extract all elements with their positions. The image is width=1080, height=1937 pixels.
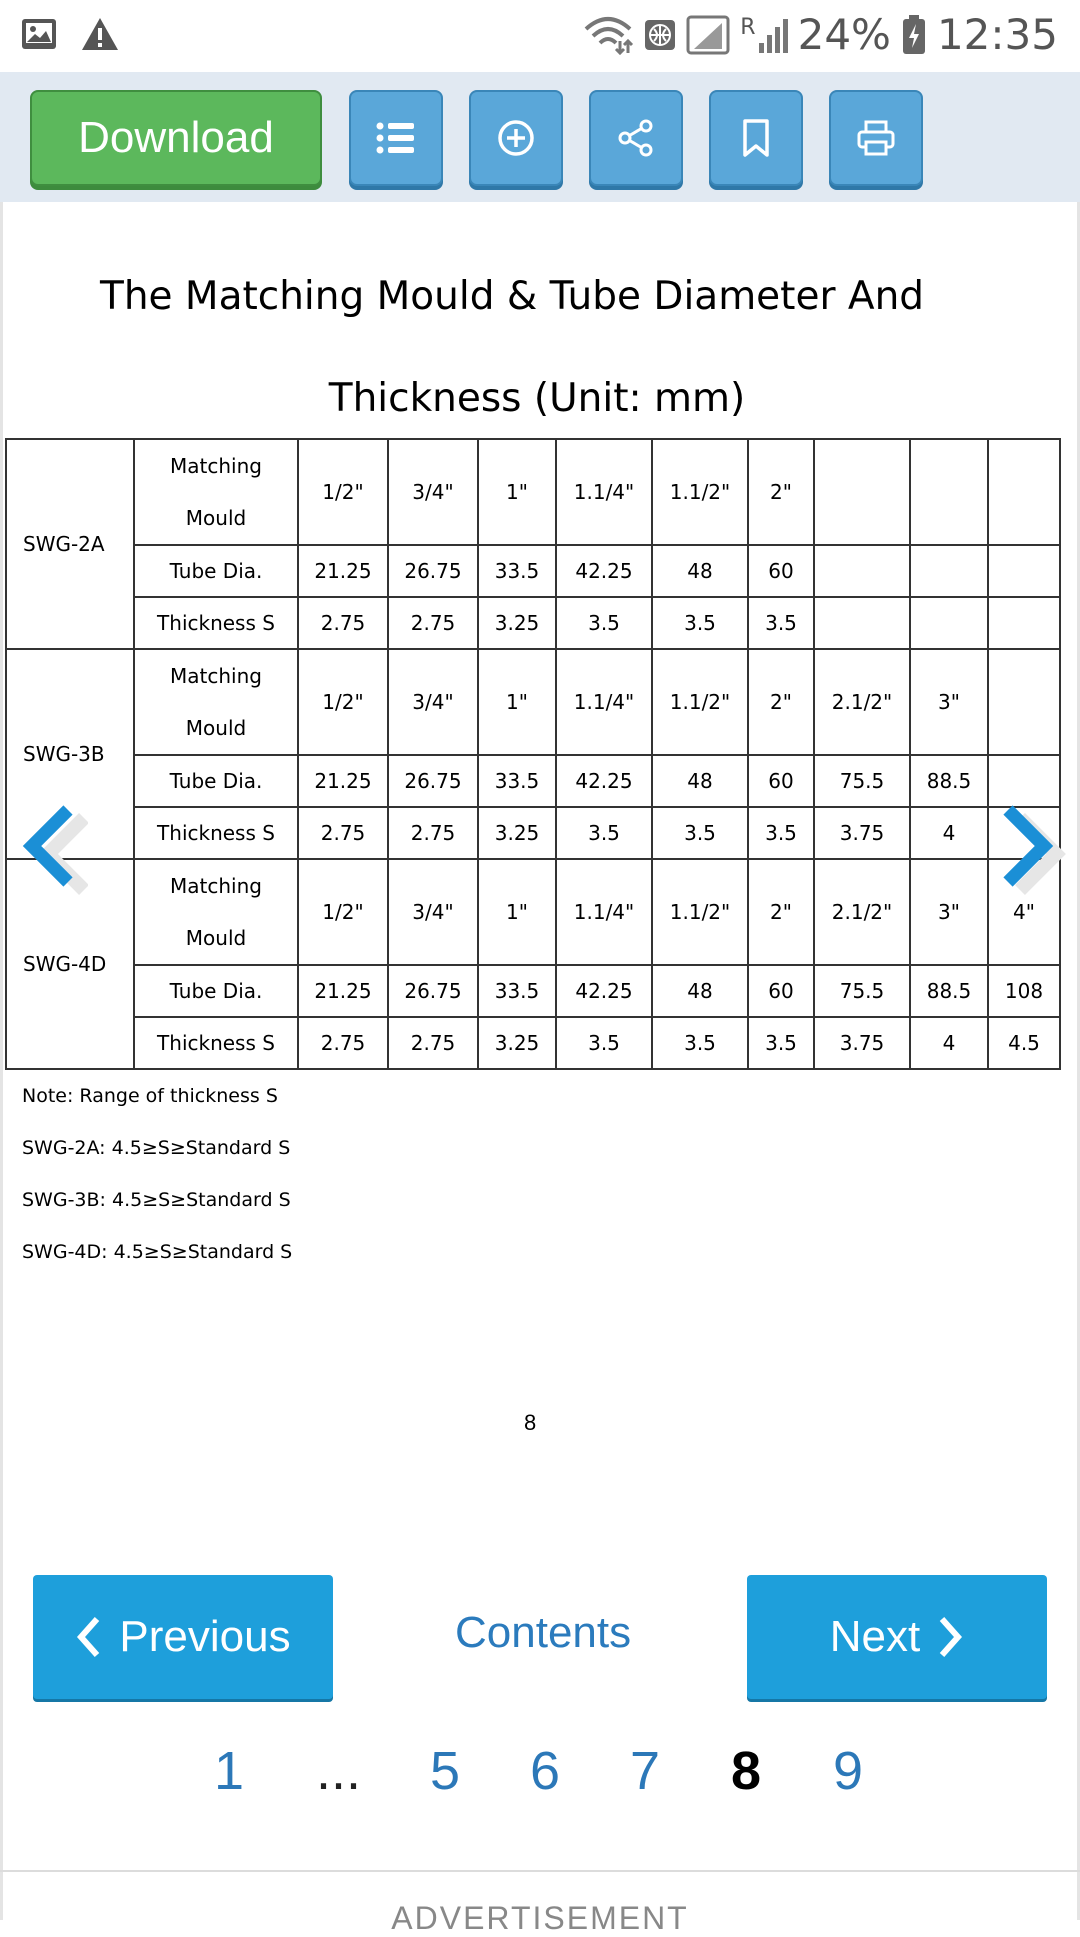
- battery-charging-icon: [901, 14, 927, 56]
- table-cell: 1.1/2": [652, 439, 748, 545]
- table-cell: 3.5: [652, 1017, 748, 1069]
- signal-bars-icon: [758, 15, 788, 55]
- table-cell: 3.5: [748, 1017, 814, 1069]
- row-label-mould: [134, 649, 298, 755]
- table-cell: [910, 545, 988, 597]
- table-cell: 1": [478, 649, 556, 755]
- table-cell: [814, 597, 910, 649]
- table-cell: 3.5: [748, 807, 814, 859]
- roaming-indicator: R: [740, 15, 756, 40]
- pager-item-6[interactable]: 6: [530, 1741, 561, 1801]
- share-icon: [616, 118, 656, 158]
- advertisement-label: ADVERTISEMENT: [391, 1900, 689, 1936]
- table-cell: 3": [910, 859, 988, 965]
- pager-item-7[interactable]: 7: [630, 1741, 661, 1801]
- table-cell: 3.75: [814, 1017, 910, 1069]
- table-row: [6, 859, 1060, 965]
- table-row: [6, 755, 1060, 807]
- table-cell: 3.5: [652, 807, 748, 859]
- table-cell: 26.75: [388, 545, 478, 597]
- previous-label: Previous: [119, 1612, 291, 1661]
- table-cell: 3.25: [478, 597, 556, 649]
- signal-icon: [686, 15, 730, 55]
- table-cell: 21.25: [298, 755, 388, 807]
- image-notification-icon: [20, 16, 58, 52]
- table-cell: 2": [748, 649, 814, 755]
- add-button[interactable]: [469, 90, 563, 186]
- share-button[interactable]: [589, 90, 683, 186]
- status-bar: [0, 0, 1080, 72]
- table-cell: 42.25: [556, 965, 652, 1017]
- warning-icon: [80, 16, 120, 52]
- table-cell: 2": [748, 439, 814, 545]
- mould-tube-table: [5, 438, 1061, 1070]
- table-cell: [988, 649, 1060, 755]
- table-cell: 4: [910, 1017, 988, 1069]
- note-swg-2a: SWG-2A: 4.5≥S≥Standard S: [22, 1137, 291, 1159]
- table-cell: [988, 439, 1060, 545]
- table-cell: 3/4": [388, 649, 478, 755]
- pager-item-1[interactable]: 1: [214, 1741, 245, 1801]
- table-cell: 3.5: [556, 1017, 652, 1069]
- download-button[interactable]: Download: [30, 90, 322, 186]
- row-label-line: Mould: [185, 716, 247, 740]
- table-cell: 2.75: [298, 1017, 388, 1069]
- table-cell: 88.5: [910, 755, 988, 807]
- row-label-line: Mould: [185, 926, 247, 950]
- note-heading: Note: Range of thickness S: [22, 1085, 278, 1107]
- print-button[interactable]: [829, 90, 923, 186]
- model-cell: SWG-2A: [6, 439, 134, 649]
- table-cell: 48: [652, 965, 748, 1017]
- table-row: [6, 965, 1060, 1017]
- table-cell: 48: [652, 755, 748, 807]
- table-cell: 26.75: [388, 755, 478, 807]
- note-swg-3b: SWG-3B: 4.5≥S≥Standard S: [22, 1189, 291, 1211]
- table-row: [6, 649, 1060, 755]
- table-cell: [814, 545, 910, 597]
- note-swg-4d: SWG-4D: 4.5≥S≥Standard S: [22, 1241, 293, 1263]
- table-row: [6, 807, 1060, 859]
- table-cell: 2.1/2": [814, 859, 910, 965]
- table-cell: 26.75: [388, 965, 478, 1017]
- table-cell: [910, 439, 988, 545]
- previous-page-arrow-icon[interactable]: [18, 800, 88, 900]
- model-cell: SWG-3B: [6, 649, 134, 859]
- table-cell: 2.75: [388, 597, 478, 649]
- pager-ellipsis: ...: [316, 1741, 362, 1801]
- pager-item-5[interactable]: 5: [430, 1741, 461, 1801]
- page-title-line1: The Matching Mould & Tube Diameter And: [100, 274, 925, 319]
- list-icon: [376, 120, 416, 156]
- globe-icon: [644, 17, 676, 53]
- table-cell: 1": [478, 439, 556, 545]
- table-cell: 21.25: [298, 545, 388, 597]
- table-cell: 60: [748, 545, 814, 597]
- table-cell: 1/2": [298, 859, 388, 965]
- page-number: 8: [524, 1410, 537, 1435]
- bookmark-icon: [740, 118, 772, 158]
- table-cell: 75.5: [814, 755, 910, 807]
- next-label: Next: [829, 1612, 921, 1661]
- table-cell: 1.1/4": [556, 439, 652, 545]
- chevron-left-icon: [75, 1615, 103, 1659]
- table-cell: 33.5: [478, 755, 556, 807]
- table-cell: 108: [988, 965, 1060, 1017]
- table-cell: 2.75: [388, 807, 478, 859]
- row-label-line: Matching: [170, 874, 262, 898]
- table-cell: 1.1/2": [652, 649, 748, 755]
- table-cell: 2.75: [388, 1017, 478, 1069]
- table-cell: 3.75: [814, 807, 910, 859]
- chevron-right-icon: [936, 1615, 964, 1659]
- table-cell: 3/4": [388, 439, 478, 545]
- table-cell: 3.5: [556, 597, 652, 649]
- row-label-mould: [134, 859, 298, 965]
- table-cell: 1/2": [298, 439, 388, 545]
- table-cell: 60: [748, 965, 814, 1017]
- clock: 12:35: [936, 10, 1058, 59]
- table-cell: 21.25: [298, 965, 388, 1017]
- table-cell: 48: [652, 545, 748, 597]
- row-label-mould: [134, 439, 298, 545]
- table-cell: 3": [910, 649, 988, 755]
- bookmark-button[interactable]: [709, 90, 803, 186]
- table-cell: 2.75: [298, 807, 388, 859]
- next-button[interactable]: [747, 1575, 1047, 1699]
- table-cell: 75.5: [814, 965, 910, 1017]
- row-label-line: Mould: [185, 506, 247, 530]
- table-cell: 3.5: [748, 597, 814, 649]
- table-cell: 3.5: [556, 807, 652, 859]
- row-label-tube: Tube Dia.: [134, 965, 298, 1017]
- row-label-tube: Tube Dia.: [134, 545, 298, 597]
- table-cell: 60: [748, 755, 814, 807]
- table-cell: 4.5: [988, 1017, 1060, 1069]
- row-label-thickness: Thickness S: [134, 1017, 298, 1069]
- divider: [0, 1870, 1080, 1872]
- table-cell: [988, 597, 1060, 649]
- row-label-line: Matching: [170, 454, 262, 478]
- previous-button[interactable]: [33, 1575, 333, 1699]
- row-label-line: Matching: [170, 664, 262, 688]
- table-cell: 2.75: [298, 597, 388, 649]
- table-cell: 3/4": [388, 859, 478, 965]
- wifi-icon: [582, 15, 634, 55]
- table-cell: 42.25: [556, 755, 652, 807]
- table-cell: 3.25: [478, 807, 556, 859]
- table-row: [6, 597, 1060, 649]
- pager-item-9[interactable]: 9: [833, 1741, 864, 1801]
- table-cell: 3.25: [478, 1017, 556, 1069]
- table-cell: 3.5: [652, 597, 748, 649]
- row-label-tube: Tube Dia.: [134, 755, 298, 807]
- contents-list-button[interactable]: [349, 90, 443, 186]
- table-cell: [988, 545, 1060, 597]
- table-cell: 2.1/2": [814, 649, 910, 755]
- table-cell: 1": [478, 859, 556, 965]
- table-cell: 42.25: [556, 545, 652, 597]
- table-cell: 88.5: [910, 965, 988, 1017]
- model-cell: SWG-4D: [6, 859, 134, 1069]
- table-row: [6, 545, 1060, 597]
- plus-circle-icon: [496, 118, 536, 158]
- page-title-line2: Thickness (Unit: mm): [328, 376, 746, 421]
- table-cell: 1.1/4": [556, 859, 652, 965]
- table-cell: 1/2": [298, 649, 388, 755]
- next-page-arrow-icon[interactable]: [998, 800, 1068, 900]
- table-cell: 33.5: [478, 965, 556, 1017]
- table-row: [6, 439, 1060, 545]
- row-label-thickness: Thickness S: [134, 807, 298, 859]
- table-cell: 33.5: [478, 545, 556, 597]
- table-cell: 4": [988, 859, 1060, 965]
- document-toolbar: [0, 72, 1080, 202]
- table-cell: [814, 439, 910, 545]
- table-row: [6, 1017, 1060, 1069]
- battery-percent: 24%: [797, 10, 891, 59]
- row-label-thickness: Thickness S: [134, 597, 298, 649]
- pager-item-8-current: 8: [731, 1741, 762, 1801]
- table-cell: 1.1/4": [556, 649, 652, 755]
- table-cell: 1.1/2": [652, 859, 748, 965]
- table-cell: 4: [910, 807, 988, 859]
- contents-link[interactable]: Contents: [455, 1608, 632, 1657]
- table-cell: [910, 597, 988, 649]
- printer-icon: [856, 118, 896, 158]
- table-cell: 2": [748, 859, 814, 965]
